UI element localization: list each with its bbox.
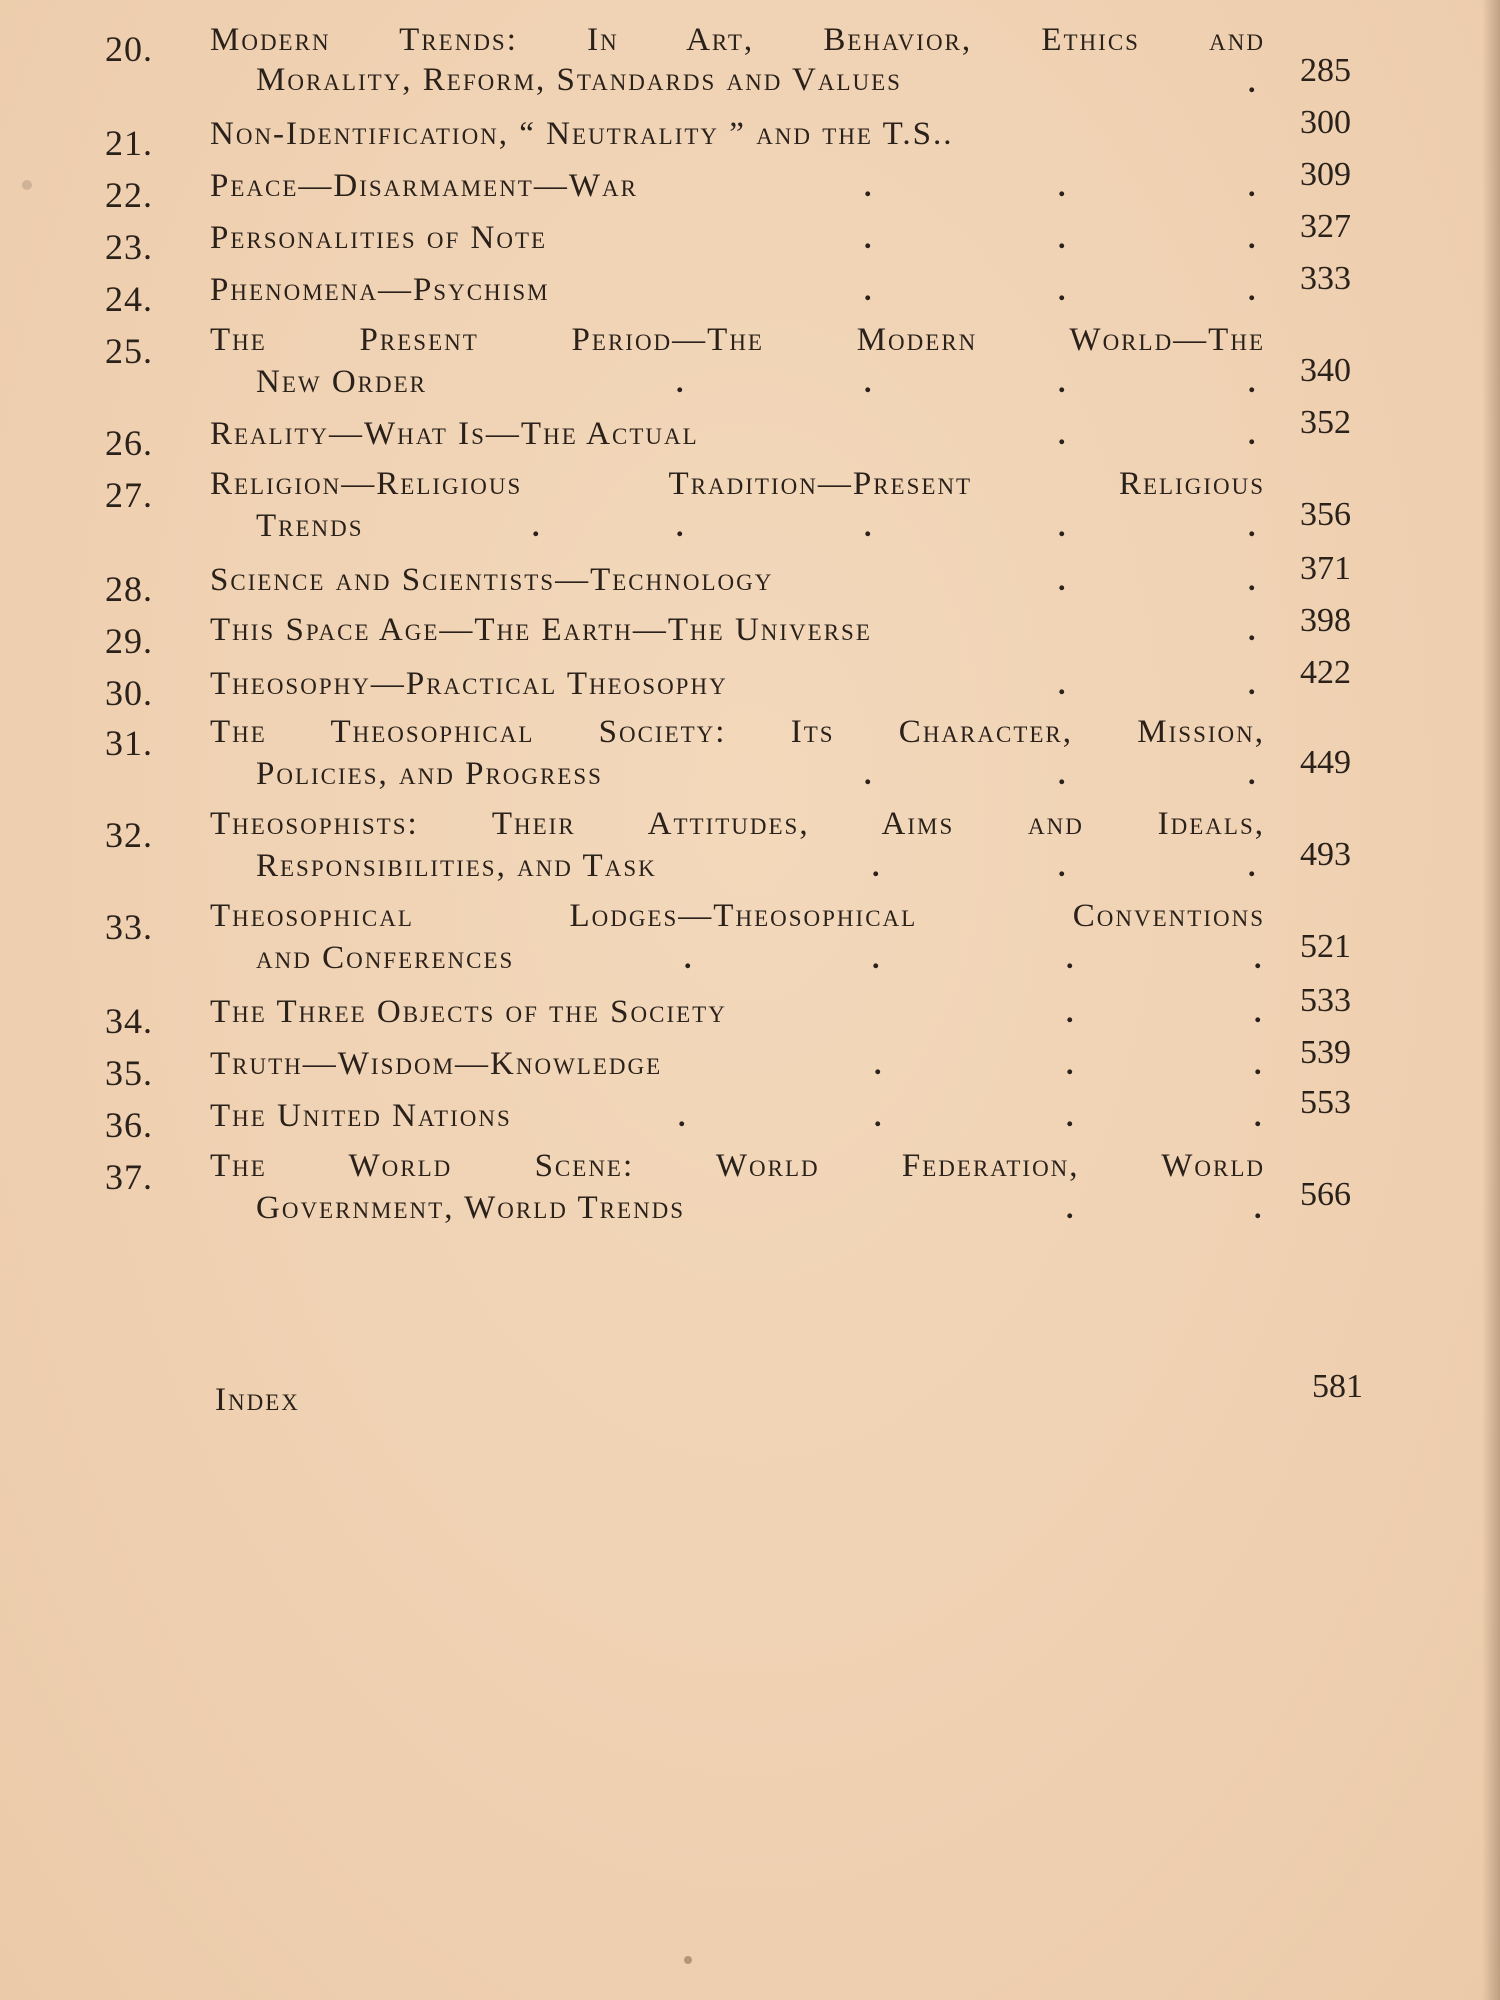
leader-dot: . — [1058, 758, 1066, 791]
leader-dot: . — [1058, 510, 1066, 543]
entry-page-number: 327 — [1300, 208, 1351, 245]
entry-title-line: Trends — [256, 508, 364, 544]
leader-dot: . — [1066, 996, 1074, 1029]
leader-dot: . — [1248, 564, 1256, 597]
entry-number: 34. — [105, 1001, 153, 1041]
entry-title-line: Truth—Wisdom—Knowledge — [210, 1046, 663, 1082]
leader-dot: . — [1254, 942, 1262, 975]
entry-number: 28. — [105, 569, 153, 609]
entry-page-number: 553 — [1300, 1084, 1351, 1121]
page-edge-shadow — [1482, 0, 1500, 2000]
leader-dot: . — [1248, 668, 1256, 701]
leader-dot: . — [684, 942, 692, 975]
leader-dot: . — [874, 1048, 882, 1081]
entry-number: 24. — [105, 279, 153, 319]
index-label: Index — [215, 1382, 300, 1418]
entry-page-number: 309 — [1300, 156, 1351, 193]
entry-page-number: 356 — [1300, 496, 1351, 533]
leader-dot: . — [1058, 222, 1066, 255]
leader-dot: . — [1254, 996, 1262, 1029]
leader-dot: . — [1248, 366, 1256, 399]
entry-number: 32. — [105, 815, 153, 855]
entry-page-number: 521 — [1300, 928, 1351, 965]
leader-dot: . — [1066, 1048, 1074, 1081]
entry-title-line: The Three Objects of the Society — [210, 994, 727, 1030]
leader-dot: . — [1254, 1192, 1262, 1225]
entry-title-line: The Theosophical Society: Its Character, Mission, — [210, 714, 1265, 750]
entry-title-line: Theosophists: Their Attitudes, Aims and Ideals, — [210, 806, 1265, 842]
entry-number: 31. — [105, 723, 153, 763]
entry-title-line: Personalities of Note — [210, 220, 548, 256]
entry-page-number: 352 — [1300, 404, 1351, 441]
entry-page-number: 300 — [1300, 104, 1351, 141]
entry-title-line: Modern Trends: In Art, Behavior, Ethics and — [210, 22, 1265, 58]
leader-dot: . — [1058, 170, 1066, 203]
leader-dot: . — [1248, 758, 1256, 791]
leader-dot: . — [678, 1100, 686, 1133]
entry-title-line: Responsibilities, and Task — [256, 848, 657, 884]
leader-dot: . — [872, 850, 880, 883]
leader-dot: . — [1254, 1100, 1262, 1133]
leader-dot: . — [1058, 274, 1066, 307]
leader-dot: . — [1066, 1100, 1074, 1133]
entry-number: 30. — [105, 673, 153, 713]
leader-dot: . — [1248, 66, 1256, 99]
entry-number: 35. — [105, 1053, 153, 1093]
leader-dot: . — [1248, 850, 1256, 883]
leader-dot: . — [676, 366, 684, 399]
leader-dot: . — [1248, 170, 1256, 203]
entry-number: 27. — [105, 475, 153, 515]
entry-page-number: 333 — [1300, 260, 1351, 297]
entry-page-number: 371 — [1300, 550, 1351, 587]
leader-dot: . — [1058, 418, 1066, 451]
entry-title-line: New Order — [256, 364, 428, 400]
leader-dot: . — [872, 942, 880, 975]
entry-title-line: Phenomena—Psychism — [210, 272, 550, 308]
leader-dot: . — [1058, 668, 1066, 701]
entry-number: 36. — [105, 1105, 153, 1145]
entry-title-line: Theosophy—Practical Theosophy — [210, 666, 728, 702]
entry-page-number: 493 — [1300, 836, 1351, 873]
leader-dot: . — [1058, 850, 1066, 883]
entry-number: 22. — [105, 175, 153, 215]
entry-page-number: 566 — [1300, 1176, 1351, 1213]
entry-title-line: Government, World Trends — [256, 1190, 686, 1226]
leader-dot: . — [1248, 418, 1256, 451]
entry-title-line: and Conferences — [256, 940, 515, 976]
leader-dot: . — [676, 510, 684, 543]
leader-dot: . — [1058, 366, 1066, 399]
entry-title-line: The Present Period—The Modern World—The — [210, 322, 1265, 358]
leader-dot: . — [864, 222, 872, 255]
leader-dot: . — [532, 510, 540, 543]
entry-page-number: 340 — [1300, 352, 1351, 389]
paper-speck — [22, 180, 32, 190]
leader-dot: . — [1248, 222, 1256, 255]
leader-dot: . — [1058, 564, 1066, 597]
leader-dot: . — [864, 366, 872, 399]
entry-page-number: 533 — [1300, 982, 1351, 1019]
entry-title-line: The United Nations — [210, 1098, 512, 1134]
entry-number: 37. — [105, 1157, 153, 1197]
entry-number: 25. — [105, 331, 153, 371]
leader-dot: . — [1254, 1048, 1262, 1081]
leader-dot: . — [1066, 1192, 1074, 1225]
entry-number: 26. — [105, 423, 153, 463]
entry-title-line: Morality, Reform, Standards and Values — [256, 62, 902, 98]
entry-number: 23. — [105, 227, 153, 267]
entry-title-line: The World Scene: World Federation, World — [210, 1148, 1265, 1184]
entry-title-line: Religion—Religious Tradition—Present Religious — [210, 466, 1265, 502]
leader-dot: . — [1066, 942, 1074, 975]
entry-title-line: Policies, and Progress — [256, 756, 603, 792]
leader-dot: . — [1248, 274, 1256, 307]
entry-title-line: Reality—What Is—The Actual — [210, 416, 699, 452]
leader-dot: . — [864, 170, 872, 203]
leader-dot: . — [864, 510, 872, 543]
entry-page-number: 539 — [1300, 1034, 1351, 1071]
leader-dot: . — [864, 274, 872, 307]
entry-number: 33. — [105, 907, 153, 947]
entry-number: 21. — [105, 123, 153, 163]
entry-title-line: Theosophical Lodges—Theosophical Conventions — [210, 898, 1265, 934]
leader-dot: . — [864, 758, 872, 791]
entry-title-line: Peace—Disarmament—War — [210, 168, 638, 204]
paper-speck — [684, 1956, 692, 1964]
entry-title-line: This Space Age—The Earth—The Universe — [210, 612, 872, 648]
entry-title-line: Non-Identification, “ Neutrality ” and the T.S.. — [210, 116, 954, 152]
entry-page-number: 449 — [1300, 744, 1351, 781]
leader-dot: . — [874, 1100, 882, 1133]
leader-dot: . — [1248, 614, 1256, 647]
entry-page-number: 422 — [1300, 654, 1351, 691]
entry-title-line: Science and Scientists—Technology — [210, 562, 774, 598]
entry-number: 29. — [105, 621, 153, 661]
entry-page-number: 398 — [1300, 602, 1351, 639]
leader-dot: . — [1248, 510, 1256, 543]
entry-number: 20. — [105, 29, 153, 69]
entry-page-number: 285 — [1300, 52, 1351, 89]
index-page-number: 581 — [1312, 1368, 1363, 1405]
